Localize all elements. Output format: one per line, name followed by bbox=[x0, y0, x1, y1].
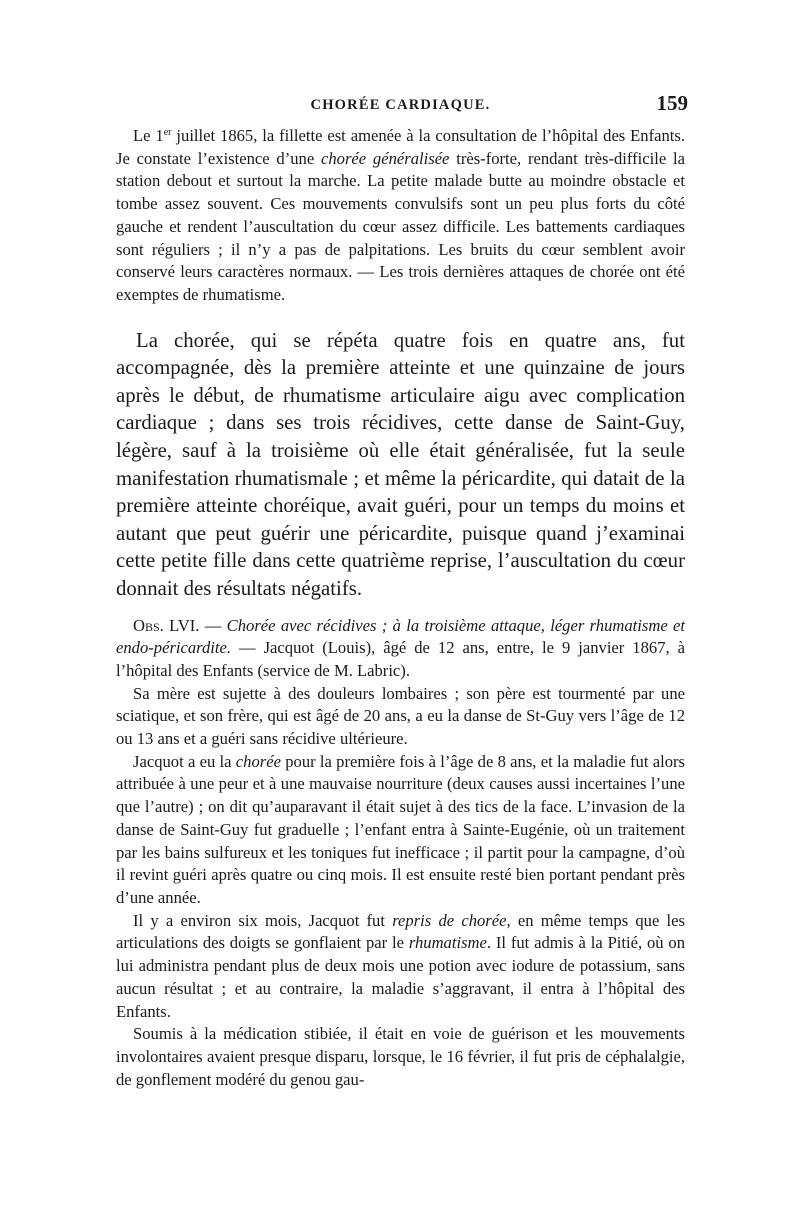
body-paragraph: Sa mère est sujette à des douleurs lombaires ; son père est tourmenté par une sciatique, et son frère, qui est âgé de 20 ans, a eu la danse de St-Guy vers l’âge de 12 ou 13 ans et a guéri sans récidive ultérieure. bbox=[116, 683, 685, 749]
case-paragraph: Le 1er juillet 1865, la fillette est amenée à la consultation de l’hôpital des Enfants. Je constate l’existence d’une chorée généralisée très-forte, rendant très-difficile la station debout et surtout la marche. La petite malade butte au moindre obstacle et tombe assez souvent. Ces mouvements convulsifs sont un peu plus forts du côté gauche et rendent l’auscultation du cœur assez difficile. Les battements cardiaques sont réguliers ; il n’y a pas de palpitations. Les bruits du cœur semblent avoir conservé leurs caractères normaux. — Les trois dernières attaques de chorée ont été exemptes de rhumatisme. bbox=[116, 126, 686, 304]
page-number: 159 bbox=[656, 91, 688, 115]
summary-paragraph: La chorée, qui se répéta quatre fois en quatre ans, fut accompagnée, dès la première atteinte et une quinzaine de jours après le début, de rhumatisme articulaire aigu avec complication cardiaque ; dans ses trois récidives, cette danse de Saint-Guy, légère, sauf à la troisième où elle était généralisée, fut la seule manifestation rhumatismale ; et même la péricardite, qui datait de la première atteinte choréique, avait guéri, pour un temps du moins et autant que peut guérir une péricardite, puisque quand j’examinai cette petite fille dans cette quatrième reprise, l’auscultation du cœur donnait des résultats négatifs. bbox=[116, 328, 685, 600]
observation-heading: Obs. LVI. — Chorée avec récidives ; à la troisième attaque, léger rhumatisme et endo-péricardite. — Jacquot (Louis), âgé de 12 ans, entre, le 9 janvier 1867, à l’hôpital des Enfants (service de M. Labric). bbox=[116, 615, 685, 680]
running-title: CHORÉE CARDIAQUE. bbox=[310, 97, 491, 113]
case-continuation bbox=[116, 122, 685, 307]
page bbox=[116, 88, 688, 1091]
observation-section bbox=[116, 615, 685, 1092]
emphasis: chorée généralisée bbox=[321, 148, 450, 168]
summary-section bbox=[116, 327, 685, 603]
running-head bbox=[116, 88, 688, 118]
body-paragraph: Il y a environ six mois, Jacquot fut repris de chorée, en même temps que les articulations des doigts se gonflaient par le rhumatisme. Il fut admis à la Pitié, où on lui administra pendant plus de deux mois une potion avec iodure de potassium, sans aucun résultat ; et au contraire, la maladie s’aggravant, il entra à l’hôpital des Enfants. bbox=[116, 910, 685, 1021]
observation-label: Obs. LVI. — bbox=[133, 615, 227, 635]
body-paragraph: Soumis à la médication stibiée, il était en voie de guérison et les mouvements involontaires avaient presque disparu, lorsque, le 16 février, il fut pris de céphalalgie, de gonflement modéré du genou gau- bbox=[116, 1024, 685, 1089]
body-paragraph: Jacquot a eu la chorée pour la première fois à l’âge de 8 ans, et la maladie fut alors attribuée à une peur et à une mauvaise nourriture (deux causes aussi incertaines l’une que l’autre) ; on dit qu’auparavant il était sujet à des tics de la face. L’invasion de la danse de Saint-Guy fut graduelle ; l’enfant entra à Sainte-Eugénie, où un traitement par les bains sulfureux et les toniques fut inefficace ; il partit pour la campagne, d’où il revint guéri après quatre ou cinq mois. Il est ensuite resté bien portant pendant près d’une année. bbox=[116, 751, 685, 907]
observation-title: Chorée avec récidives ; à la troisième attaque, léger rhumatisme et endo-péricardite. bbox=[116, 615, 685, 658]
